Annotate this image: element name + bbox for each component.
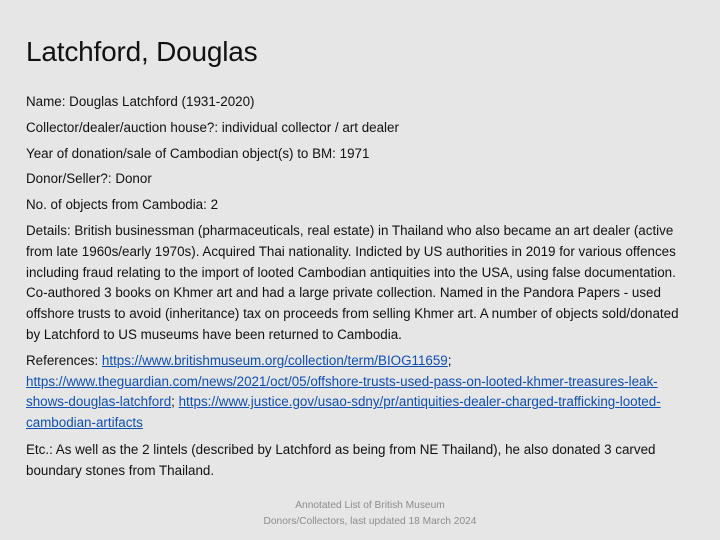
donor-seller-field: Donor/Seller?: Donor	[26, 171, 152, 187]
object-count-field: No. of objects from Cambodia: 2	[26, 197, 219, 213]
etc-field: Etc.: As well as the 2 lintels (described by Latchford as being from NE Thailand), he also donated 3 carved boundary stones from Thailand.	[26, 441, 656, 478]
collector-type-field: Collector/dealer/auction house?: individual collector / art dealer	[26, 119, 399, 135]
footer-line-2: Donors/Collectors, last updated 18 March 2024	[263, 516, 477, 527]
footer-line-1: Annotated List of British Museum	[295, 500, 445, 511]
page-title: Latchford, Douglas	[26, 36, 258, 67]
references-field	[26, 351, 696, 434]
details-field: Details: British businessman (pharmaceuticals, real estate) in Thailand who also became an art dealer (active from late 1960s/early 1970s). Acquired Thai nationality. Indicted by US authorities in 2019 for various offences including fraud relating to the import of looted Cambodian antiquities into the USA, using false documentation. Co-authored 3 books on Khmer art and had a large private collection. Named in the Pandora Papers - used offshore trusts to avoid (inheritance) tax on proceeds from selling Khmer art. A number of objects sold/donated by Latchford to US museums have been returned to Cambodia.	[26, 222, 679, 342]
references-label: References:	[26, 352, 102, 368]
year-field: Year of donation/sale of Cambodian object(s) to BM: 1971	[26, 145, 370, 161]
record-body	[26, 92, 696, 487]
footer	[0, 498, 720, 530]
name-field: Name: Douglas Latchford (1931-2020)	[26, 94, 255, 109]
reference-link-guardian[interactable]: https://www.theguardian.com/news/2021/oct/05/offshore-trusts-used-pass-on-looted-khmer-treasures-leak-shows-douglas-latchford	[26, 373, 658, 410]
reference-separator: ;	[171, 394, 175, 410]
reference-link-british-museum[interactable]: https://www.britishmuseum.org/collection/term/BIOG11659	[101, 352, 448, 368]
reference-separator: ;	[447, 352, 452, 368]
reference-link-justice-gov[interactable]: https://www.justice.gov/usao-sdny/pr/antiquities-dealer-charged-trafficking-looted-cambodian-artifacts	[26, 394, 661, 431]
